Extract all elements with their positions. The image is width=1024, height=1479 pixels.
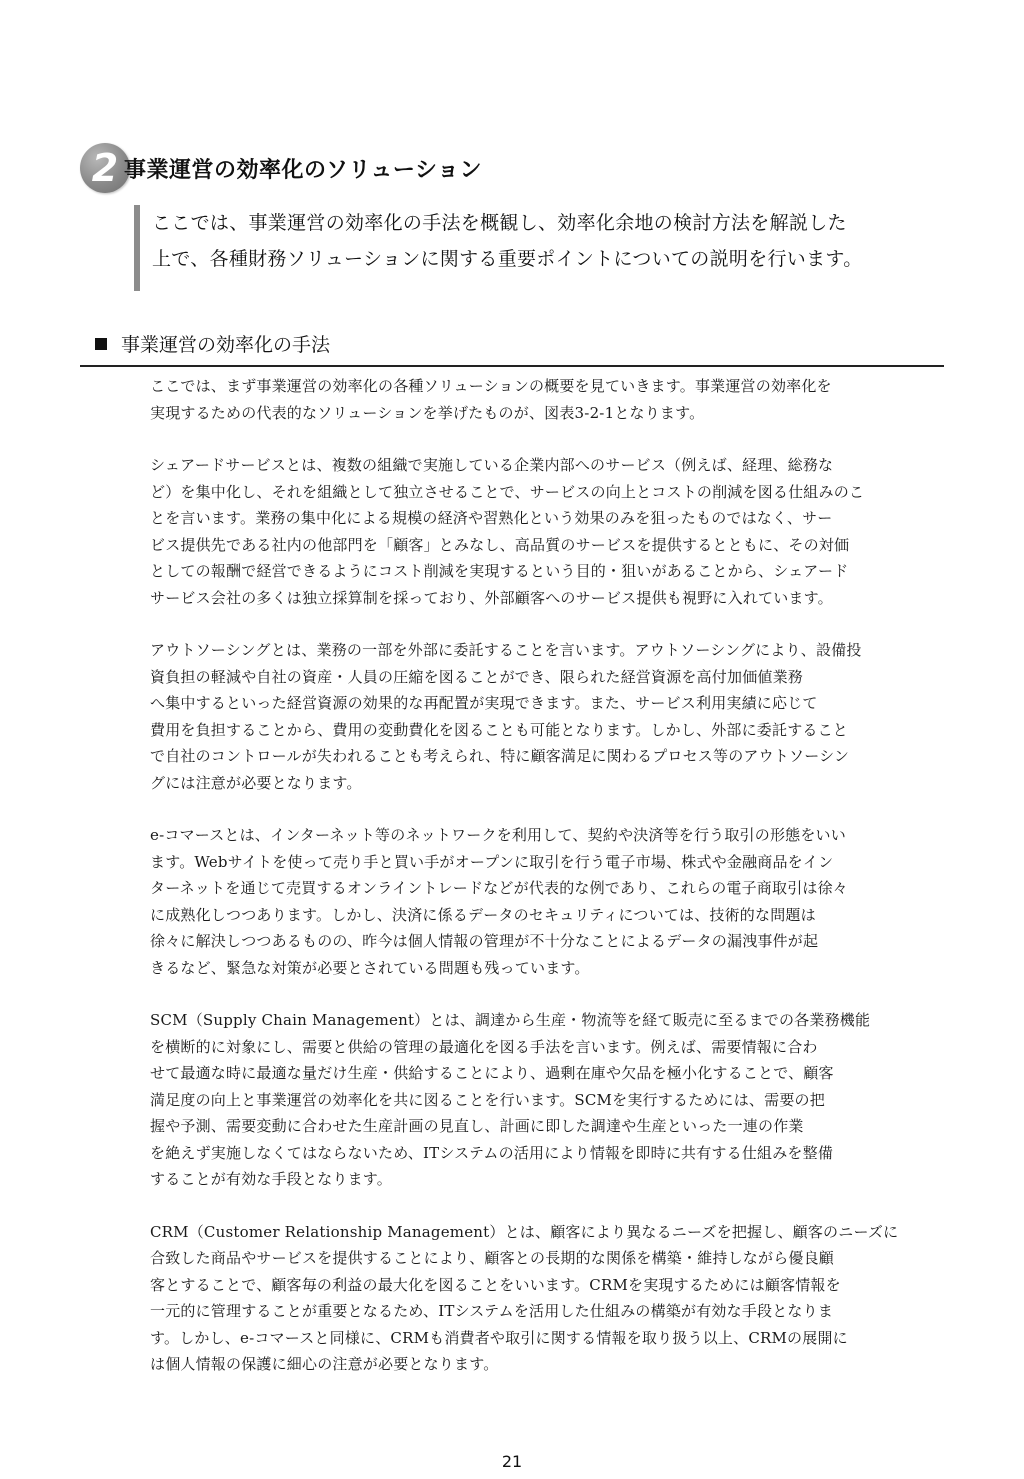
text-line: とを言います。業務の集中化による規模の経済や習熟化という効果のみを狙ったものではなく、サー xyxy=(150,509,833,527)
section-title: 事業運営の効率化のソリューション xyxy=(124,157,483,183)
text-line: 客とすることで、顧客毎の利益の最大化を図ることをいいます。CRMを実現するためには顧客情報を xyxy=(150,1275,841,1294)
text-line: 資負担の軽減や自社の資産・人員の圧縮を図ることができ、限られた経営資源を高付加価値業務 xyxy=(150,667,804,686)
text-line: 満足度の向上と事業運営の効率化を共に図ることを行います。SCMを実行するためには、需要の把 xyxy=(150,1090,825,1109)
text-line: アウトソーシングとは、業務の一部を外部に委託することを言います。アウトソーシングにより、設備投 xyxy=(150,641,862,659)
square-bullet-icon xyxy=(95,338,107,350)
paragraph-scm xyxy=(150,1007,950,1193)
text-line: 合致した商品やサービスを提供することにより、顧客との長期的な関係を構築・維持しながら優良顧 xyxy=(150,1249,835,1267)
text-line: グには注意が必要となります。 xyxy=(150,773,362,792)
text-line: ここでは、まず事業運営の効率化の各種ソリューションの概要を見ていきます。事業運営の効率化を xyxy=(150,377,832,395)
text-line: ます。Webサイトを使って売り手と買い手がオープンに取引を行う電子市場、株式や金融商品をイン xyxy=(150,852,834,871)
intro-line: 上で、各種財務ソリューションに関する重要ポイントについての説明を行います。 xyxy=(152,248,863,270)
paragraph-outsourcing xyxy=(150,637,950,796)
text-line: へ集中するといった経営資源の効果的な再配置が実現できます。また、サービス利用実績に応じて xyxy=(150,694,818,712)
subsection-heading xyxy=(95,330,330,357)
text-line: CRM（Customer Relationship Management）とは、顧客により異なるニーズを把握し、顧客のニーズに xyxy=(150,1222,899,1241)
text-line: e-コマースとは、インターネット等のネットワークを利用して、契約や決済等を行う取引の形態をいい xyxy=(150,826,846,844)
heading-divider xyxy=(80,365,944,367)
text-line: することが有効な手段となります。 xyxy=(150,1170,393,1188)
text-line: を絶えず実施しなくてはならないため、ITシステムの活用により情報を即時に共有する仕組みを整備 xyxy=(150,1143,834,1162)
text-line: 実現するための代表的なソリューションを挙げたものが、図表3-2-1となります。 xyxy=(150,403,705,422)
subsection-title: 事業運営の効率化の手法 xyxy=(121,334,331,356)
text-line: を横断的に対象にし、需要と供給の管理の最適化を図る手法を言います。例えば、需要情報に合わ xyxy=(150,1037,818,1056)
body-text xyxy=(150,373,950,1404)
intro-line: ここでは、事業運営の効率化の手法を概観し、効率化余地の検討方法を解説した xyxy=(152,212,847,234)
paragraph-overview xyxy=(150,373,950,426)
text-line: ターネットを通じて売買するオンライントレードなどが代表的な例であり、これらの電子商取引は徐々 xyxy=(150,879,849,897)
paragraph-crm xyxy=(150,1219,950,1378)
text-line: SCM（Supply Chain Management）とは、調達から生産・物流等を経て販売に至るまでの各業務機能 xyxy=(150,1011,871,1029)
intro-box xyxy=(134,205,954,291)
text-line: きるなど、緊急な対策が必要とされている問題も残っています。 xyxy=(150,958,590,977)
text-line: ど）を集中化し、それを組織として独立させることで、サービスの向上とコストの削減を図る仕組みのこ xyxy=(150,482,865,501)
text-line: 徐々に解決しつつあるものの、昨今は個人情報の管理が不十分なことによるデータの漏洩事件が起 xyxy=(150,932,819,950)
text-line: は個人情報の保護に細心の注意が必要となります。 xyxy=(150,1355,499,1373)
text-line: 費用を負担することから、費用の変動費化を図ることも可能となります。しかし、外部に委託すること xyxy=(150,720,849,739)
text-line: せて最適な時に最適な量だけ生産・供給することにより、過剰在庫や欠品を極小化することで、顧客 xyxy=(150,1064,834,1082)
text-line: で自社のコントロールが失われることも考えられ、特に顧客満足に関わるプロセス等のアウトソーシン xyxy=(150,747,850,765)
page-number: 21 xyxy=(501,1452,523,1471)
text-line: としての報酬で経営できるようにコスト削減を実現するという目的・狙いがあることから、シェアード xyxy=(150,562,849,580)
text-line: す。しかし、e-コマースと同様に、CRMも消費者や取引に関する情報を取り扱う以上、CRMの展開に xyxy=(150,1328,848,1347)
section-number-badge: 2 xyxy=(80,143,130,193)
paragraph-shared-service xyxy=(150,452,950,611)
paragraph-ecommerce xyxy=(150,822,950,981)
text-line: サービス会社の多くは独立採算制を採っており、外部顧客へのサービス提供も視野に入れています。 xyxy=(150,588,833,607)
text-line: に成熟化しつつあります。しかし、決済に係るデータのセキュリティについては、技術的な問題は xyxy=(150,905,816,924)
text-line: ビス提供先である社内の他部門を「顧客」とみなし、高品質のサービスを提供するとともに、その対価 xyxy=(150,535,850,554)
section-heading xyxy=(80,138,482,198)
text-line: シェアードサービスとは、複数の組織で実施している企業内部へのサービス（例えば、経理、総務な xyxy=(150,456,834,474)
text-line: 一元的に管理することが重要となるため、ITシステムを活用した仕組みの構築が有効な手段となりま xyxy=(150,1302,834,1320)
text-line: 握や予測、需要変動に合わせた生産計画の見直し、計画に即した調達や生産といった一連の作業 xyxy=(150,1117,804,1135)
